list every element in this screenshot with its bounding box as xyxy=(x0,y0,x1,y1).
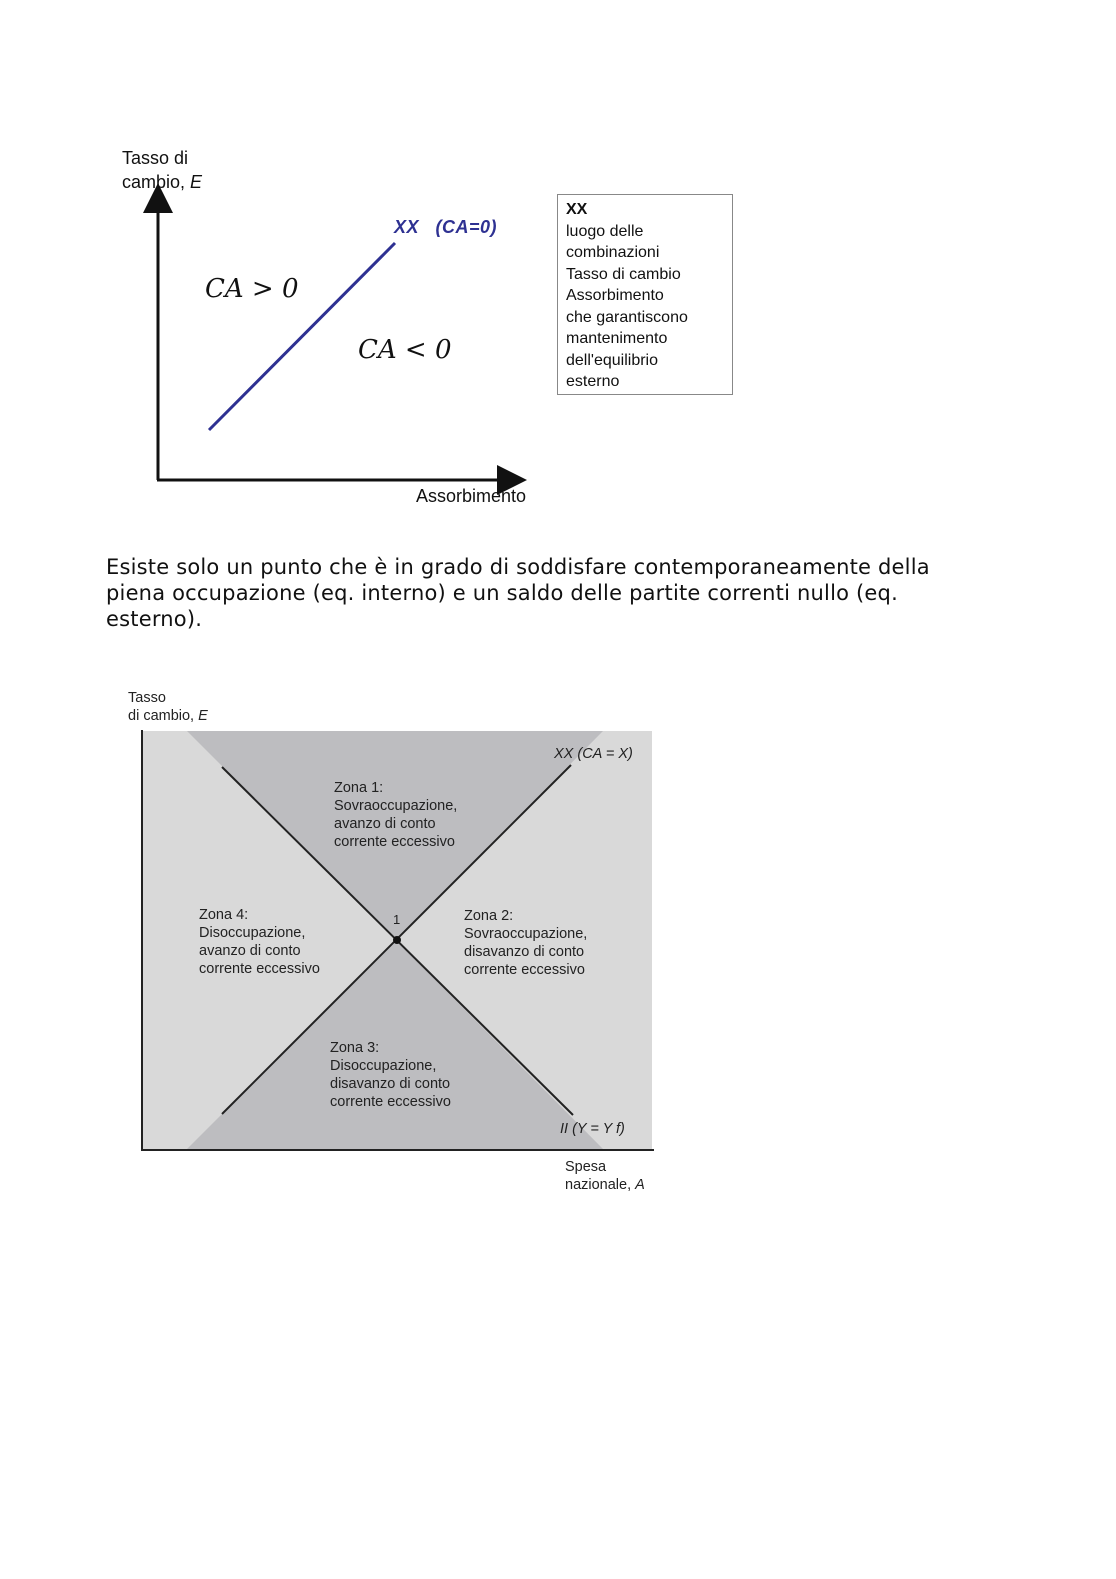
fig2-point-label: 1 xyxy=(393,912,401,927)
fig2-x-axis-label-line2 xyxy=(565,1176,645,1194)
fig1-curve-label: XX (CA=0) xyxy=(394,217,498,237)
fig1-region-ca-positive: CA > 0 xyxy=(205,274,299,304)
fig1-y-axis-label-line2 xyxy=(122,170,262,194)
fig2-zone3-label: Zona 3: Disoccupazione, disavanzo di conto corrente eccessivo xyxy=(330,1040,451,1110)
legend-line: dell'equilibrio xyxy=(566,351,658,369)
fig1-region-ca-negative: CA < 0 xyxy=(358,335,452,365)
fig2-xx-label: XX (CA = X) xyxy=(554,746,633,762)
fig1-y-axis-variable: E xyxy=(190,172,203,192)
fig2-equilibrium-point xyxy=(393,936,401,944)
fig2-x-axis-label-line1: Spesa xyxy=(565,1159,607,1175)
body-paragraph: Esiste solo un punto che è in grado di soddisfare contemporaneamente della piena occupazione (eq. interno) e un saldo delle partite correnti nullo (eq. esterno). xyxy=(106,555,930,631)
fig2-x-axis-label-text: nazionale, xyxy=(565,1177,636,1193)
fig2-zone4-label: Zona 4: Disoccupazione, avanzo di conto corrente eccessivo xyxy=(199,907,320,977)
fig1-legend-box xyxy=(557,194,733,395)
fig2-y-axis-label-text: di cambio, xyxy=(128,708,199,724)
legend-line: luogo delle xyxy=(566,222,644,240)
legend-line: Tasso di cambio xyxy=(566,265,681,283)
fig2-y-axis-variable: E xyxy=(198,708,208,724)
fig2-x-axis-variable: A xyxy=(635,1177,645,1193)
legend-line: combinazioni xyxy=(566,244,660,261)
legend-line: mantenimento xyxy=(566,330,668,347)
fig2-x-axis-label xyxy=(565,1158,645,1194)
fig2-zone2-label: Zona 2: Sovraoccupazione, disavanzo di conto corrente eccessivo xyxy=(464,908,588,978)
fig1-y-axis-label xyxy=(122,146,262,194)
legend-line: esterno xyxy=(566,373,620,390)
legend-title: XX xyxy=(566,201,588,218)
fig1-x-axis-label: Assorbimento xyxy=(416,486,527,506)
fig2-zone1-label: Zona 1: Sovraoccupazione, avanzo di conto corrente eccessivo xyxy=(334,780,458,850)
fig2-ii-label: II (Y = Y f) xyxy=(560,1121,625,1137)
fig2-y-axis-label xyxy=(128,689,208,725)
fig1-y-axis-label-line1: Tasso di xyxy=(122,148,189,168)
legend-line: Assorbimento xyxy=(566,287,664,304)
fig2-y-axis-label-line2 xyxy=(128,707,208,725)
fig1-y-axis-label-text: cambio, xyxy=(122,172,191,192)
legend-line: che garantiscono xyxy=(566,308,688,326)
fig2-y-axis-label-line1: Tasso xyxy=(128,690,166,706)
